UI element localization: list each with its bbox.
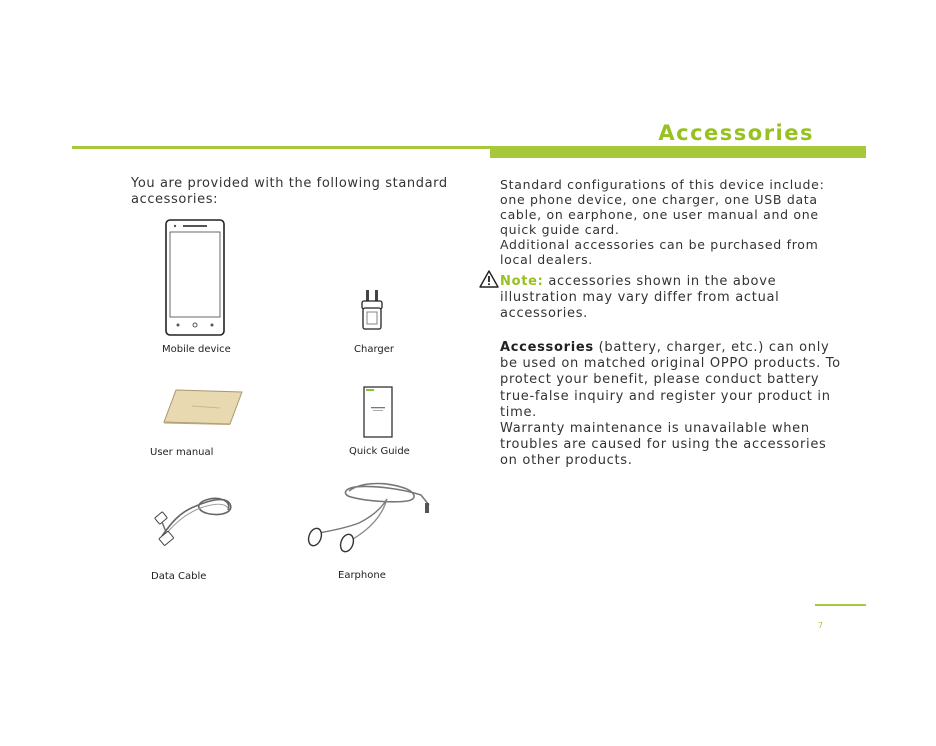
earphone-icon <box>303 479 435 555</box>
header-rule-right <box>490 146 866 158</box>
intro-text: You are provided with the following standard accessories: <box>131 176 448 207</box>
accessories-label: Accessories <box>500 340 594 355</box>
additional-accessories-text: Additional accessories can be purchased from local dealers. <box>500 237 819 267</box>
charger-icon <box>360 289 384 331</box>
caption-data-cable: Data Cable <box>151 571 207 582</box>
caption-mobile-device: Mobile device <box>162 344 231 355</box>
data-cable-icon <box>152 492 236 550</box>
footer-rule <box>815 604 866 606</box>
caption-quick-guide: Quick Guide <box>349 446 410 457</box>
phone-icon <box>165 219 225 336</box>
warranty-text: Warranty maintenance is unavailable when troubles are caused for using the accessories on other products. <box>500 421 827 469</box>
caption-user-manual: User manual <box>150 447 214 458</box>
quick-guide-icon <box>363 386 393 438</box>
accessories-text: (battery, charger, etc.) can only be used on matched original OPPO products. To protect your benefit, please conduct battery true-false inquiry and register your product in time. <box>500 340 841 420</box>
note-label: Note: <box>500 274 544 289</box>
standard-config-text: Standard configurations of this device include: one phone device, one charger, one USB data cable, on earphone, one user manual and one quick guide card. <box>500 177 825 237</box>
header-rule-left <box>72 146 490 149</box>
page-title: Accessories <box>658 121 814 145</box>
caption-charger: Charger <box>354 344 394 355</box>
note-text: accessories shown in the above illustration may vary differ from actual accessories. <box>500 274 780 321</box>
accessories-paragraph <box>500 340 845 421</box>
warning-icon <box>479 270 499 288</box>
manual-icon <box>162 388 244 426</box>
note-paragraph <box>500 274 845 322</box>
caption-earphone: Earphone <box>338 570 386 581</box>
page-number: 7 <box>818 621 824 630</box>
description-column <box>500 177 845 470</box>
